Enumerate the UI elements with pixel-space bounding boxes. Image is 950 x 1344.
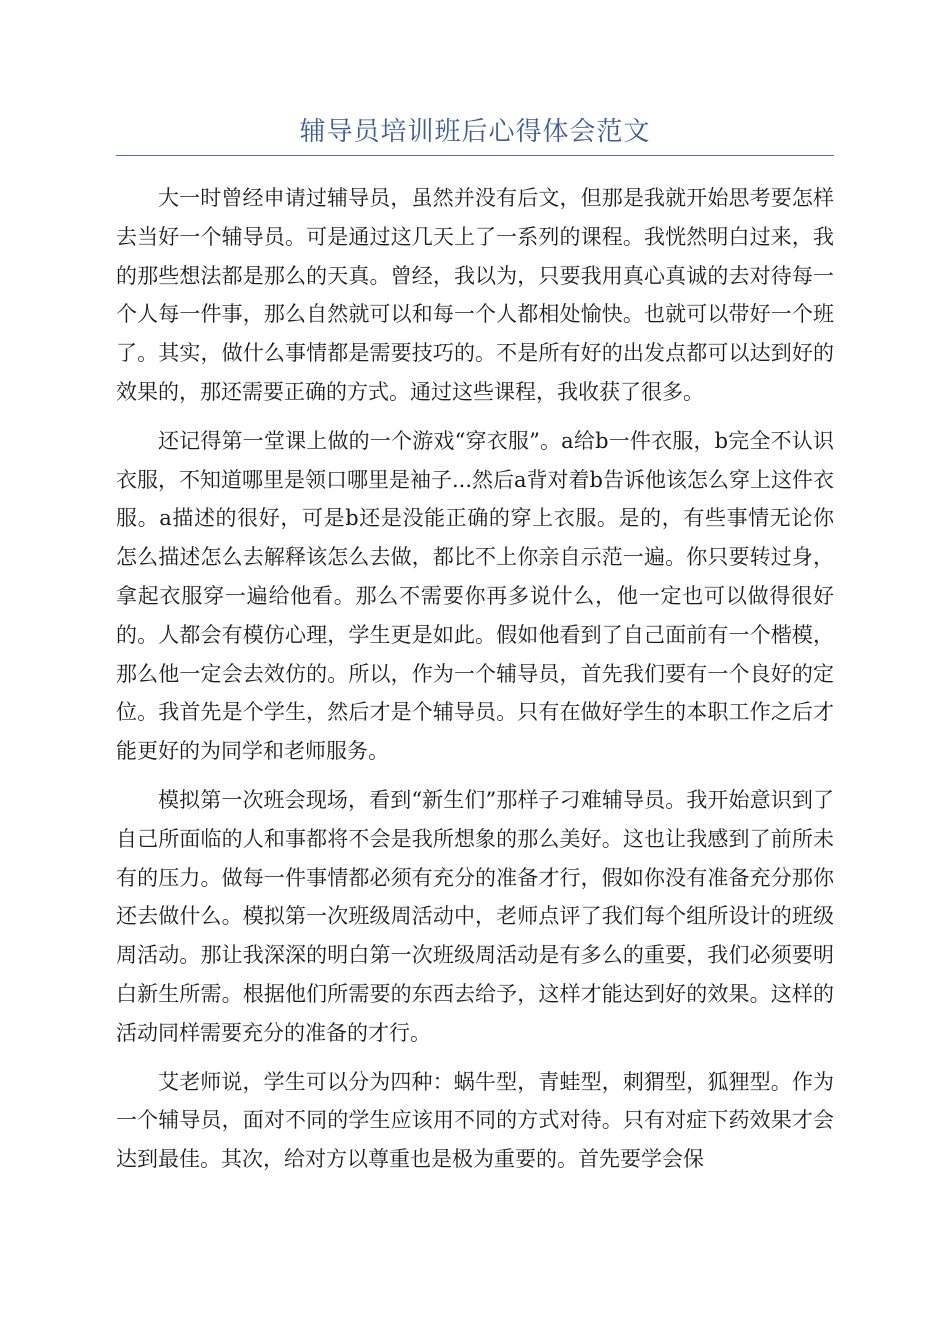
document-body <box>116 179 834 1179</box>
document-title: 辅导员培训班后心得体会范文 <box>299 117 651 147</box>
paragraph: 大一时曾经申请过辅导员，虽然并没有后文，但那是我就开始思考要怎样去当好一个辅导员。可是通过这几天上了一系列的课程。我恍然明白过来，我的那些想法都是那么的天真。曾经，我以为，只要我用真心真诚的去对待每一个人每一件事，那么自然就可以和每一个人都相处愉快。也就可以带好一个班了。其实，做什么事情都是需要技巧的。不是所有好的出发点都可以达到好的效果的，那还需要正确的方式。通过这些课程，我收获了很多。 <box>116 186 834 404</box>
paragraph: 艾老师说，学生可以分为四种：蜗牛型，青蛙型，刺猬型，狐狸型。作为一个辅导员，面对不同的学生应该用不同的方式对待。只有对症下药效果才会达到最佳。其次，给对方以尊重也是极为重要的。首先要学会保 <box>116 1069 834 1172</box>
title-underline <box>116 155 834 156</box>
paragraph: 还记得第一堂课上做的一个游戏“穿衣服”。a给b一件衣服，b完全不认识衣服，不知道哪里是领口哪里是袖子...然后a背对着b告诉他该怎么穿上这件衣服。a描述的很好，可是b还是没能正确的穿上衣服。是的，有些事情无论你怎么描述怎么去解释该怎么去做，都比不上你亲自示范一遍。你只要转过身，拿起衣服穿一遍给他看。那么不需要你再多说什么，他一定也可以做得很好的。人都会有模仿心理，学生更是如此。假如他看到了自己面前有一个楷模，那么他一定会去效仿的。所以，作为一个辅导员，首先我们要有一个良好的定位。我首先是个学生，然后才是个辅导员。只有在做好学生的本职工作之后才能更好的为同学和老师服务。 <box>116 428 834 764</box>
paragraph: 模拟第一次班会现场，看到“新生们”那样子刁难辅导员。我开始意识到了自己所面临的人和事都将不会是我所想象的那么美好。这也让我感到了前所未有的压力。做每一件事情都必须有充分的准备才行，假如你没有准备充分那你还去做什么。模拟第一次班级周活动中，老师点评了我们每个组所设计的班级周活动。那让我深深的明白第一次班级周活动是有多么的重要，我们必须要明白新生所需。根据他们所需要的东西去给予，这样才能达到好的效果。这样的活动同样需要充分的准备的才行。 <box>116 787 834 1045</box>
